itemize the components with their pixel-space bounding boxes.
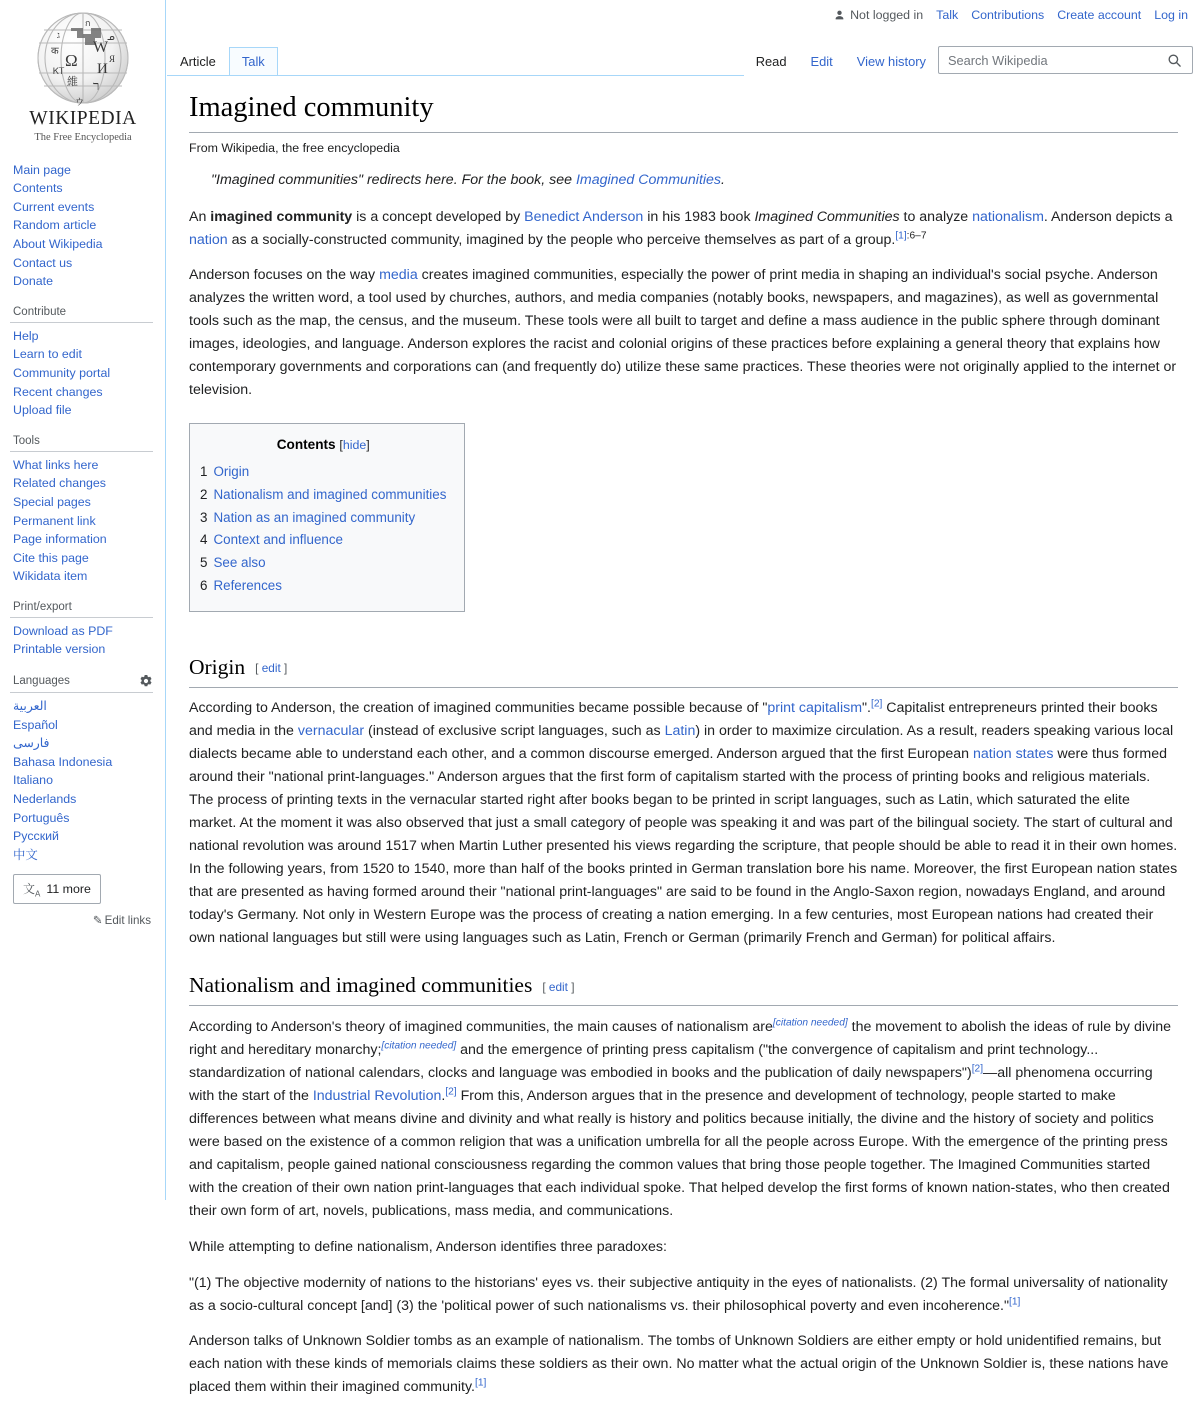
sidebar-print-list: [10, 618, 165, 658]
language-translate-icon: 文$_A$: [23, 881, 41, 899]
sidebar-item-related-changes[interactable]: Related changes: [13, 476, 106, 491]
sidebar-item-special-pages[interactable]: Special pages: [13, 494, 91, 509]
reference-2b-label[interactable]: [2]: [971, 1063, 984, 1075]
sidebar-list-item: [13, 327, 165, 345]
sidebar-item-donate[interactable]: Donate: [13, 274, 53, 289]
sidebar-list-item: [13, 790, 165, 808]
sidebar-list-item: [13, 456, 165, 474]
tab-bar: [167, 44, 1200, 76]
sidebar-list-item: [13, 716, 165, 734]
sidebar-list-item: [13, 512, 165, 530]
sidebar-list-item: [13, 809, 165, 827]
svg-text:क: क: [51, 46, 59, 57]
toc-link-context-and-influence[interactable]: [200, 532, 343, 547]
sidebar: [0, 0, 166, 1200]
origin-p1-b: ".: [862, 700, 871, 717]
sidebar-item-random-article[interactable]: Random article: [13, 218, 97, 233]
sidebar-list-item: [13, 273, 165, 291]
sidebar-list-item: [13, 346, 165, 364]
origin-p1-e: ) in order to maximize circulation. As a result, readers speaking various local dialects became able to understand each other, and a common discourse emerged. Anderson argued that the first European: [189, 723, 1174, 763]
login-status-label: Not logged in: [850, 8, 924, 22]
edit-open-bracket-nationalism: [: [542, 979, 546, 994]
toc-item: [200, 576, 446, 597]
lead-p1-c: in his 1983 book: [643, 208, 755, 225]
wikipedia-tagline: The Free Encyclopedia: [34, 132, 132, 143]
nat-p1-d: —all phenomena occurring with the start of the: [189, 1064, 1153, 1104]
toc-toggle-open: [: [339, 438, 343, 453]
toc-text: Origin: [213, 464, 250, 480]
sidebar-heading-print-export: Print/export: [10, 595, 153, 618]
toc-text: Nation as an imagined community: [213, 509, 416, 525]
edit-close-bracket-nationalism: ]: [571, 979, 575, 994]
toc-toggle-close: ]: [366, 438, 370, 453]
nat-p1-a: According to Anderson's theory of imagined communities, the main causes of nationalism are: [189, 1018, 773, 1035]
nationalism-paragraph-2: While attempting to define nationalism, Anderson identifies three paradoxes:: [189, 1238, 667, 1255]
sidebar-item-community-portal[interactable]: Community portal: [13, 365, 111, 380]
nat-p3-a: "(1) The objective modernity of nations to the historians' eyes vs. their subjective antiquity in the eyes of nationalists. (2) The formal universality of nationality as a socio-cultural concept [and] (3) the 'political power of such nationalisms vs. their philosophical poverty and even incoherence.": [189, 1274, 1168, 1314]
sidebar-list-item: [13, 753, 165, 771]
svg-text:Я: Я: [109, 54, 116, 64]
sidebar-item-upload-file[interactable]: Upload file: [13, 403, 72, 418]
citation-needed-2[interactable]: [381, 1040, 456, 1051]
nat-p1-c: and the emergence of printing press capitalism ("the convergence of capitalism and print technology... standardization of national calendars, clocks and language was embodied in books and the publication of daily newspapers"): [189, 1041, 1099, 1081]
personal-link-talk[interactable]: Talk: [936, 8, 959, 22]
toc-number: 4: [200, 532, 208, 548]
nat-p1-b: the movement to abolish the ideas of rule by divine right and hereditary monarchy;: [189, 1018, 1172, 1058]
link-nationalism[interactable]: nationalism: [972, 208, 1044, 225]
svg-text:ג: ג: [57, 30, 60, 40]
link-nation[interactable]: nation: [189, 231, 228, 248]
svg-text:Ω: Ω: [65, 51, 78, 70]
toc-item: [200, 553, 446, 574]
link-vernacular[interactable]: vernacular: [297, 723, 365, 740]
lead-p1-f: as a socially-constructed community, imagined by the people who perceive themselves as part of a group.: [227, 231, 896, 248]
wikipedia-wordmark: WIKIPEDIA: [29, 108, 137, 129]
login-status: [834, 8, 923, 22]
personal-link-create-account[interactable]: Create account: [1057, 8, 1142, 22]
sidebar-item-contact-us[interactable]: Contact us: [13, 255, 73, 270]
sidebar-lang-[interactable]: العربية: [13, 699, 47, 714]
reference-1a[interactable]: [895, 230, 906, 241]
sidebar-item-recent-changes[interactable]: Recent changes: [13, 384, 103, 399]
sidebar-list-item: [13, 217, 165, 235]
sidebar-languages-list: [10, 693, 165, 863]
edit-close-bracket-origin: ]: [284, 661, 288, 676]
sidebar-list-item: [13, 846, 165, 864]
sidebar-list-item: [13, 383, 165, 401]
sidebar-list-item: [13, 161, 165, 179]
toc-number: 6: [200, 578, 208, 593]
sidebar-list-item: [13, 641, 165, 659]
reference-1c-label[interactable]: [1]: [474, 1377, 487, 1389]
sidebar-item-cite-this-page[interactable]: Cite this page: [13, 550, 89, 565]
reference-2c[interactable]: [445, 1086, 456, 1097]
lead-p1-e: . Anderson depicts a: [1043, 208, 1173, 225]
sidebar-print-group: [0, 595, 165, 658]
article-content: [167, 76, 1200, 1412]
edit-open-bracket-origin: [: [255, 661, 259, 676]
reference-2a-label[interactable]: [2]: [871, 698, 883, 710]
sidebar-list-item: [13, 772, 165, 790]
edit-link-nationalism[interactable]: edit: [548, 979, 568, 994]
svg-text:ᏦᎢ: ᏦᎢ: [53, 66, 65, 76]
section-heading-origin: [189, 654, 1178, 688]
sidebar-list-item: [13, 475, 165, 493]
sidebar-list-item: [13, 622, 165, 640]
sidebar-item-download-as-pdf[interactable]: Download as PDF: [13, 623, 113, 638]
lead-p1-d: to analyze: [899, 208, 973, 225]
tab-read[interactable]: Read: [744, 47, 799, 77]
toc-text: Nationalism and imagined communities: [213, 486, 447, 502]
page-title: Imagined community: [189, 90, 1178, 133]
reference-1b-label[interactable]: [1]: [1009, 1295, 1021, 1307]
gear-icon[interactable]: [139, 674, 153, 688]
sidebar-tools-list: [10, 452, 165, 585]
search-input[interactable]: [939, 53, 1167, 68]
link-print-capitalism[interactable]: print capitalism: [767, 700, 863, 717]
section-heading-origin-text: Origin: [189, 654, 246, 679]
sidebar-item-wikidata-item[interactable]: Wikidata item: [13, 569, 88, 584]
sidebar-contribute-list: [10, 323, 165, 419]
sidebar-languages-group: [0, 668, 165, 927]
sidebar-lang-espa-ol[interactable]: Español: [13, 717, 58, 732]
tab-article[interactable]: Article: [180, 54, 216, 70]
lead-p1-a: An: [189, 208, 211, 225]
sidebar-lang-[interactable]: فارسی: [13, 736, 50, 751]
origin-p1-f: were thus formed around their "national print-languages." Anderson argues that the first form of capitalism started with the process of printing books and religious materials. The process of printing texts in the vernacular started right after books began to be printed in script languages, such as Latin, which saturated the elite market. At the moment it was also observed that just a small category of people was speaking it and was part of the bilingual society. The start of cultural and national revolution was around 1517 when Martin Luther presented his views regarding the scripture, that people should be able to read it in their own homes. In the following years, from 1520 to 1540, more than half of the books printed in German translation bore his name. Moreover, the first European nation states that are presented as having formed around their "national print-languages" are said to be found in the Anglo-Saxon region, nowadays England, and around today's Germany. Not only in Western Europe was the process of creating a nation emerging. In a few centuries, most European nations had created their own national languages but still were using languages such as Latin, French or German (primarily French and German) for political affairs.: [189, 746, 1178, 947]
toc-link-nation-as-an-imagined-community[interactable]: [200, 510, 415, 525]
hatnote-post: .: [721, 171, 725, 188]
reference-2a[interactable]: [871, 699, 882, 710]
link-industrial-revolution[interactable]: Industrial Revolution: [312, 1087, 442, 1104]
toc-item: [200, 530, 446, 551]
hatnote-pre: "Imagined communities" redirects here. For the book, see: [211, 171, 576, 188]
section-heading-nationalism: [189, 972, 1178, 1006]
sidebar-list-item: [13, 735, 165, 753]
sidebar-lang-[interactable]: 中文: [13, 847, 38, 862]
sidebar-list-item: [13, 364, 165, 382]
toc-number: 1: [200, 464, 208, 480]
hatnote-link-imagined-communities[interactable]: Imagined Communities: [575, 171, 722, 188]
edit-links-label: Edit links: [104, 914, 151, 928]
toc-title-row: [200, 434, 446, 456]
reference-1a-pages: :6–7: [906, 229, 927, 241]
lead-term-bold: imagined community: [210, 208, 353, 225]
search-icon[interactable]: [1167, 53, 1182, 68]
toc-item: [200, 508, 446, 529]
toc-text: References: [213, 578, 282, 593]
lead-p1-b: is a concept developed by: [352, 208, 525, 225]
link-media[interactable]: media: [379, 267, 418, 284]
nationalism-paragraph-3: [189, 1272, 1178, 1318]
sidebar-list-item: [13, 531, 165, 549]
sidebar-list-item: [13, 493, 165, 511]
edit-section-origin[interactable]: [255, 661, 287, 675]
sidebar-list-item: [13, 198, 165, 216]
toc-number: 2: [200, 486, 208, 502]
article-body: [189, 169, 1178, 1400]
svg-text:ウ: ウ: [75, 97, 85, 106]
origin-p1-c: Capitalist entrepreneurs printed their books and media in the: [189, 700, 1158, 740]
sidebar-item-current-events[interactable]: Current events: [13, 199, 95, 214]
svg-text:И: И: [97, 61, 108, 77]
sidebar-list-item: [13, 254, 165, 272]
sidebar-heading-languages: Languages: [13, 675, 70, 688]
toc-link-references[interactable]: [200, 578, 282, 593]
svg-text:ก: ก: [85, 18, 91, 28]
reference-1c[interactable]: [475, 1378, 486, 1389]
toc-link-origin[interactable]: [200, 464, 249, 479]
search-box[interactable]: [938, 46, 1193, 74]
tab-talk[interactable]: Talk: [229, 47, 278, 77]
nationalism-paragraph-1: [189, 1016, 1178, 1223]
nationalism-paragraph-4: [189, 1330, 1178, 1399]
sidebar-navigation-group: [0, 143, 165, 290]
sidebar-list-item: [13, 828, 165, 846]
sidebar-item-printable-version[interactable]: Printable version: [13, 642, 106, 657]
link-benedict-anderson[interactable]: Benedict Anderson: [524, 208, 644, 225]
sidebar-contribute-group: [0, 300, 165, 419]
nat-p4-a: Anderson talks of Unknown Soldier tombs as an example of nationalism. The tombs of Unknown Soldiers are either empty or hold unidentified remains, but each nation with these kinds of memorials claims these soldiers as their own. No matter what the actual origin of the Unknown Soldier is, these nations have placed them within their imagined community.: [189, 1333, 1169, 1396]
toc-toggle-link[interactable]: hide: [342, 438, 367, 453]
toc-text: Context and influence: [213, 532, 343, 548]
sidebar-list-item: [13, 402, 165, 420]
nat-p1-f: From this, Anderson argues that in the presence and development of technology, people started to make differences between what means divine and divinity and what really is history and politics because initially, the divine and the history of society and politics were based on the existence of a common religion that was a unification umbrella for all the people across Europe. With the emergence of the printing press and capitalism, people gained national consciousness regarding the common values that bring those people together. The Imagined Communities started with the creation of their own nation print-languages that each individual spoke. That helped develop the first forms of known nation-states, who then created their own form of art, novels, publications, mass media, and communications.: [189, 1087, 1170, 1219]
nat-p1-e: .: [441, 1087, 446, 1104]
toc-item: [200, 485, 446, 506]
sidebar-list-item: [13, 235, 165, 253]
tab-edit[interactable]: Edit: [810, 54, 833, 70]
lead-paragraph-2: [189, 264, 1178, 402]
sidebar-item-page-information[interactable]: Page information: [13, 532, 107, 547]
sidebar-lang-[interactable]: Русский: [13, 829, 59, 844]
sidebar-lang-italiano[interactable]: Italiano: [13, 773, 53, 788]
sidebar-list-item: [13, 549, 165, 567]
more-languages-button[interactable]: [13, 874, 101, 904]
citation-needed-2-label[interactable]: [citation needed]: [381, 1040, 457, 1052]
svg-text:維: 維: [67, 76, 78, 88]
edit-section-nationalism[interactable]: [542, 980, 574, 994]
origin-p1-a: According to Anderson, the creation of imagined communities became possible because of ": [189, 700, 768, 717]
reference-1b[interactable]: [1009, 1296, 1020, 1307]
reference-2c-label[interactable]: [2]: [445, 1086, 457, 1098]
toc-toggle[interactable]: [339, 438, 369, 452]
toc-title: Contents: [276, 437, 336, 453]
sidebar-heading-contribute: Contribute: [10, 300, 153, 323]
sidebar-item-about-wikipedia[interactable]: About Wikipedia: [13, 236, 103, 251]
sidebar-list-item: [13, 180, 165, 198]
sidebar-item-what-links-here[interactable]: What links here: [13, 457, 99, 472]
tab-view-history[interactable]: View history: [856, 54, 926, 70]
sidebar-item-main-page[interactable]: Main page: [13, 162, 71, 177]
section-heading-nationalism-text: Nationalism and imagined communities: [189, 973, 533, 998]
sidebar-heading-tools: Tools: [10, 429, 153, 452]
sidebar-lang-portugu-s[interactable]: Português: [13, 810, 70, 825]
edit-link-origin[interactable]: edit: [261, 661, 281, 676]
sidebar-lang-bahasa-indonesia[interactable]: Bahasa Indonesia: [13, 754, 113, 769]
personal-tools-bar: [834, 8, 1188, 22]
hatnote-redirect: [189, 169, 1178, 192]
lead-paragraph-1: [189, 206, 1178, 252]
sidebar-lang-nederlands[interactable]: Nederlands: [13, 792, 77, 807]
edit-links-button[interactable]: [10, 913, 151, 927]
origin-paragraph-1: [189, 697, 1178, 950]
sidebar-list-item: [13, 697, 165, 715]
sidebar-tools-group: [0, 429, 165, 585]
citation-needed-1[interactable]: [773, 1017, 848, 1028]
svg-text:W: W: [93, 39, 109, 56]
sidebar-item-contents[interactable]: Contents: [13, 181, 63, 196]
sidebar-navigation-list: [10, 157, 165, 290]
origin-p1-d: (instead of exclusive script languages, such as: [364, 723, 665, 740]
sidebar-item-learn-to-edit[interactable]: Learn to edit: [13, 347, 82, 362]
citation-needed-1-label[interactable]: [citation needed]: [772, 1017, 848, 1029]
sidebar-list-item: [13, 568, 165, 586]
lead-book-title: Imagined Communities: [754, 208, 900, 225]
pencil-icon: ✎: [92, 914, 103, 928]
toc-item: [200, 462, 446, 483]
site-subtitle: From Wikipedia, the free encyclopedia: [189, 140, 400, 155]
link-nation-states[interactable]: nation states: [972, 746, 1054, 763]
lead-p2-b: creates imagined communities, especially the power of print media in shaping an individual's social psyche. Anderson analyzes the written word, a tool used by churches, authors, and media companies (notably books, newspapers, and magazines), as well as governmental tools such as the map, the census, and the museum. These tools were all built to target and define a mass audience in the public sphere through dominant images, ideologies, and language. Anderson explores the racist and colonial origins of these practices before explaining a general theory that explains how contemporary governments and corporations can (and frequently do) utilize these same practices. These theories were not originally applied to the internet or television.: [189, 267, 1177, 399]
namespace-tabs: [167, 44, 278, 76]
personal-link-contributions[interactable]: Contributions: [971, 8, 1045, 22]
more-languages-label: 11 more: [46, 882, 91, 896]
toc-number: 3: [200, 509, 208, 525]
link-latin[interactable]: Latin: [664, 723, 696, 740]
wikipedia-globe-icon[interactable]: [31, 10, 135, 106]
user-icon: [834, 9, 845, 21]
view-tabs: [744, 44, 938, 76]
toc-link-see-also[interactable]: [200, 555, 266, 570]
personal-link-log-in[interactable]: Log in: [1154, 8, 1188, 22]
sidebar-item-permanent-link[interactable]: Permanent link: [13, 513, 96, 528]
svg-text:ᓄ: ᓄ: [107, 32, 115, 42]
reference-2b[interactable]: [972, 1063, 983, 1074]
toc-link-nationalism-and-imagined-communities[interactable]: [200, 487, 446, 502]
toc-text: See also: [213, 555, 266, 571]
table-of-contents: [189, 423, 465, 612]
toc-number: 5: [200, 555, 208, 571]
toc-list: [200, 462, 446, 597]
wikipedia-logo-block[interactable]: [0, 0, 166, 143]
sidebar-item-help[interactable]: Help: [13, 328, 39, 343]
reference-1a-label[interactable]: [1]: [895, 229, 907, 241]
lead-p2-a: Anderson focuses on the way: [189, 267, 380, 284]
svg-text:ר: ר: [93, 78, 100, 93]
